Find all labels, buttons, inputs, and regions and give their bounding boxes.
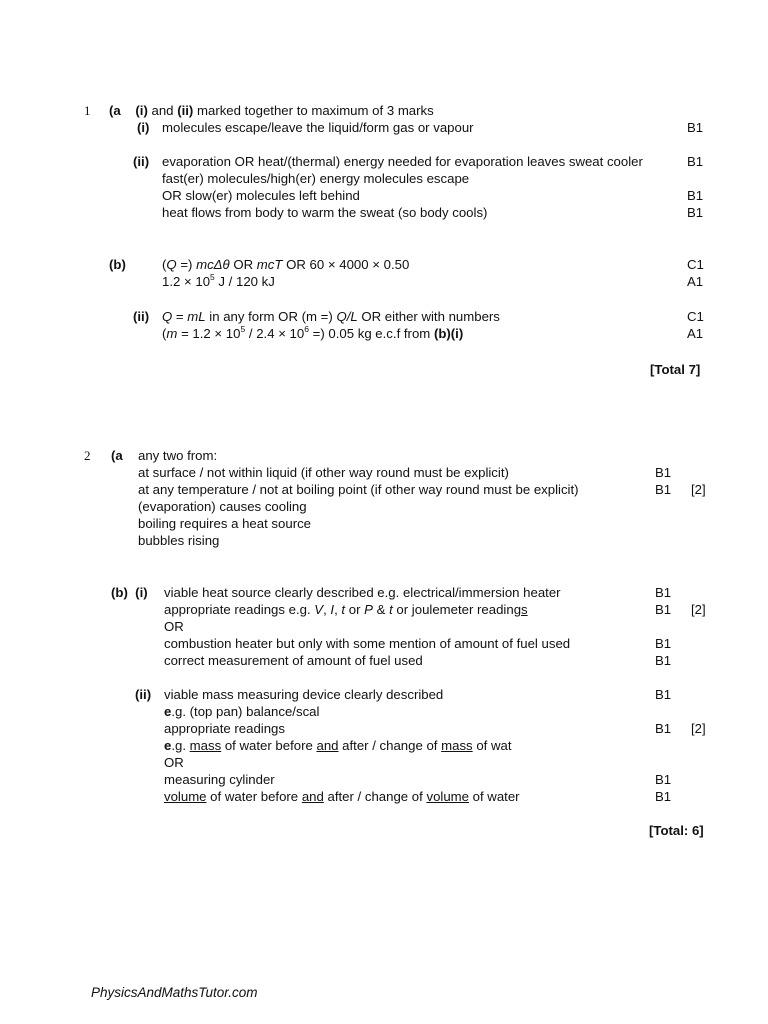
q1-b-i-line1: (Q =) mcΔθ OR mcT OR 60 × 4000 × 0.50 [162, 257, 410, 272]
q2-b-ii-line1: viable mass measuring device clearly described [164, 687, 444, 702]
mark: B1 [655, 636, 672, 651]
mark: C1 [687, 309, 704, 324]
q2-b-i-line4: combustion heater but only with some mention of amount of fuel used [164, 636, 571, 651]
q2-b-i-line5: correct measurement of amount of fuel used [164, 653, 423, 668]
q2-b-i-line3: OR [164, 619, 184, 634]
mark: B1 [655, 482, 672, 497]
q2-a-label: (a [111, 448, 123, 463]
q1-a-ii-label: (ii) [133, 154, 150, 169]
q2-b-label: (b) (i) [111, 585, 148, 600]
mark: B1 [655, 465, 672, 480]
mark: C1 [687, 257, 704, 272]
q1-b-label: (b) [109, 257, 126, 272]
mark: A1 [687, 326, 704, 341]
q2-a-line2: at surface / not within liquid (if other way round must be explicit) [138, 465, 509, 480]
part-total: [2] [691, 602, 706, 617]
footer-watermark: PhysicsAndMathsTutor.com [91, 985, 258, 1000]
q2-b-ii-line7: volume of water before and after / change of volume of water [164, 789, 520, 804]
part-total: [2] [691, 721, 706, 736]
q2-b-ii-line2: e.g. (top pan) balance/scal [164, 704, 320, 719]
mark: B1 [655, 602, 672, 617]
mark: B1 [687, 154, 704, 169]
q2-b-ii-line5: OR [164, 755, 184, 770]
q1-a-ii-line2: fast(er) molecules/high(er) energy molecules escape [162, 171, 470, 186]
q2-b-i-line1: viable heat source clearly described e.g. electrical/immersion heater [164, 585, 561, 600]
mark: B1 [687, 120, 704, 135]
q2-total: [Total: 6] [649, 823, 704, 838]
mark: B1 [655, 653, 672, 668]
q1-a-ii-line4: heat flows from body to warm the sweat (so body cools) [162, 205, 488, 220]
q2-a-line5: boiling requires a heat source [138, 516, 312, 531]
q1-b-i-line2: $1.2 \times 10^5$ J / 120 kJ [162, 271, 275, 289]
q2-b-i-line2: appropriate readings e.g. V, I, t or P & t or joulemeter readings [164, 602, 528, 617]
question-number: 2 [84, 448, 91, 463]
q2-a-line4: (evaporation) causes cooling [138, 499, 307, 514]
q1-a-ii-line1: evaporation OR heat/(thermal) energy needed for evaporation leaves sweat cooler [162, 154, 643, 169]
q2-a-line1: any two from: [138, 448, 218, 463]
mark: B1 [687, 188, 704, 203]
part-total: [2] [691, 482, 706, 497]
q1-total: [Total 7] [650, 362, 701, 377]
q1-a-i-text: molecules escape/leave the liquid/form gas or vapour [162, 120, 474, 135]
q1-b-ii-line1: Q = mL in any form OR (m =) Q/L OR either with numbers [162, 309, 500, 324]
q1-a-i-label: (i) [137, 120, 150, 135]
mark: B1 [655, 772, 672, 787]
q2-a-line6: bubbles rising [138, 533, 220, 548]
q2-b-ii-label: (ii) [135, 687, 152, 702]
q1-a-ii-line3: OR slow(er) molecules left behind [162, 188, 360, 203]
q2-b-ii-line4: e.g. mass of water before and after / change of mass of wat [164, 738, 512, 753]
mark: B1 [655, 721, 672, 736]
q1-a-intro: (a (i) and (ii) marked together to maximum of 3 marks [109, 103, 434, 118]
q2-a-line3: at any temperature / not at boiling point (if other way round must be explicit) [138, 482, 579, 497]
mark: B1 [655, 687, 672, 702]
mark: B1 [655, 789, 672, 804]
mark: B1 [655, 585, 672, 600]
mark: B1 [687, 205, 704, 220]
question-number: 1 [84, 103, 91, 118]
mark: A1 [687, 274, 704, 289]
q2-b-ii-line3: appropriate readings [164, 721, 285, 736]
q1-b-ii-label: (ii) [133, 309, 150, 324]
q1-b-ii-line2: ($m = 1.2 \times 10^5 / 2.4 \times 10^6$ =) 0.05 kg e.c.f from (b)(i) [162, 323, 464, 341]
q2-b-ii-line6: measuring cylinder [164, 772, 275, 787]
